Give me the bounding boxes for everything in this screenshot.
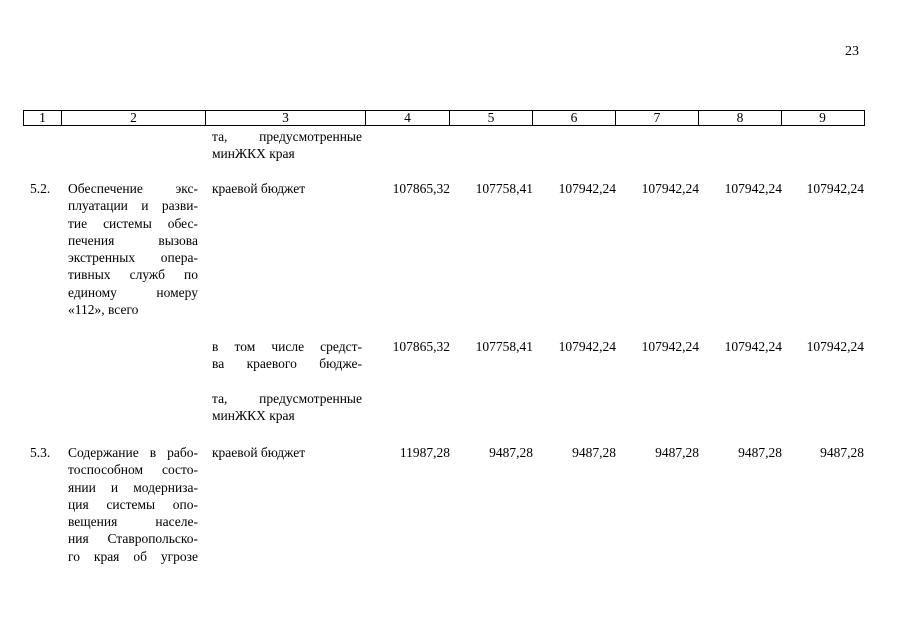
value-cell: 107942,24 — [558, 339, 616, 354]
value-cell: 9487,28 — [738, 445, 782, 460]
table-header-row — [23, 110, 865, 126]
value-cell: 107942,24 — [806, 181, 864, 196]
value-cell: 107865,32 — [392, 339, 450, 354]
funding-note: та, предусмотренные минЖКХ края — [212, 391, 362, 424]
header-cell: 5 — [450, 111, 533, 125]
header-cell: 8 — [699, 111, 782, 125]
value-cell: 107758,41 — [475, 181, 533, 196]
value-cell: 107942,24 — [641, 181, 699, 196]
row-number: 5.2. — [30, 181, 51, 196]
value-cell: 107942,24 — [641, 339, 699, 354]
funding-source: краевой бюджет — [212, 181, 306, 196]
value-cell: 9487,28 — [572, 445, 616, 460]
header-cell: 3 — [206, 111, 366, 125]
funding-source: краевой бюджет — [212, 445, 306, 460]
value-cell: 11987,28 — [399, 445, 450, 460]
funding-source-detail: в том числе средст- ва краевого бюдже- — [212, 339, 362, 372]
page-number: 23 — [845, 44, 859, 59]
header-cell: 2 — [62, 111, 206, 125]
value-cell: 107942,24 — [724, 339, 782, 354]
header-cell: 9 — [819, 110, 826, 125]
value-cell: 9487,28 — [655, 445, 699, 460]
value-cell: 107942,24 — [806, 339, 864, 354]
top-continuation-text: та, предусмотренные минЖКХ края — [212, 129, 362, 162]
header-cell: 7 — [616, 111, 699, 125]
row-name: Обеспечение экс- плуатации и разви- тие системы обес- печения вызова экстренных опера- тивных служб по единому номеру «112», всего — [68, 181, 198, 318]
value-cell: 107865,32 — [392, 181, 450, 196]
value-cell: 107758,41 — [475, 339, 533, 354]
header-cell: 1 — [24, 111, 62, 125]
value-cell: 107942,24 — [558, 181, 616, 196]
value-cell: 107942,24 — [724, 181, 782, 196]
header-cell: 6 — [533, 111, 616, 125]
row-number: 5.3. — [30, 445, 51, 460]
row-name: Содержание в рабо- тоспособном состо- янии и модерниза- ция системы опо- вещения населе- ния Ставропольско- го края об угрозе — [68, 445, 198, 564]
value-cell: 9487,28 — [820, 445, 864, 460]
value-cell: 9487,28 — [489, 445, 533, 460]
header-cell: 4 — [366, 111, 450, 125]
